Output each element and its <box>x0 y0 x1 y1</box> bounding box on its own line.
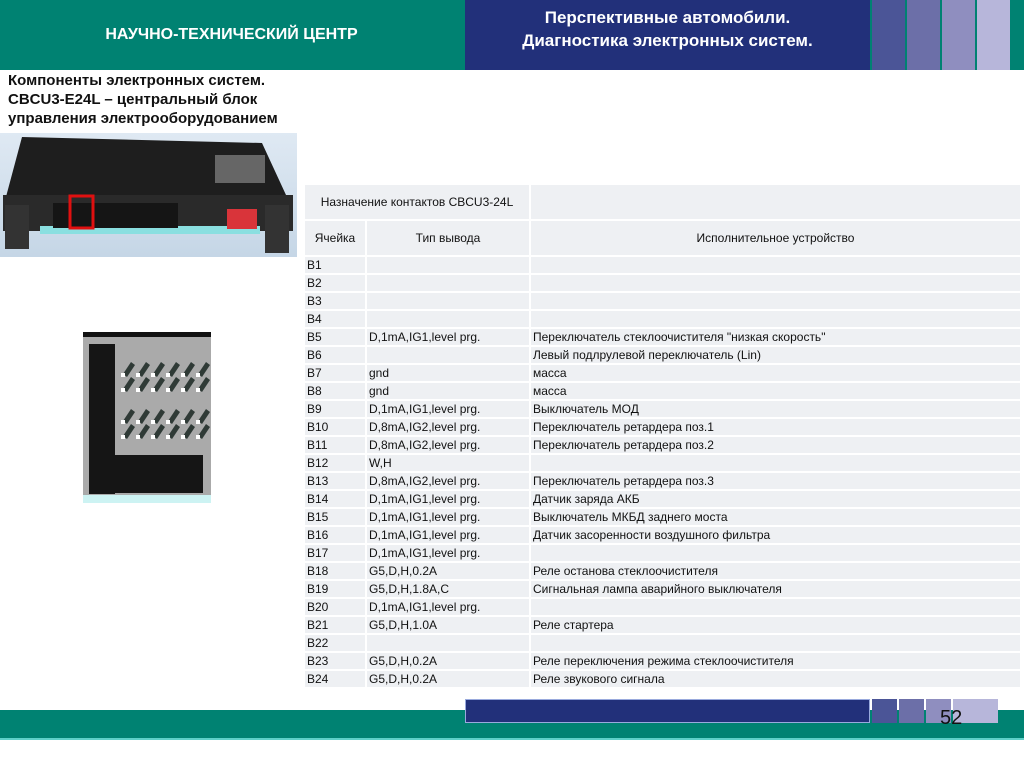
pin-type: D,1mA,IG1,level prg. <box>366 526 530 544</box>
pin-type: D,8mA,IG2,level prg. <box>366 436 530 454</box>
cell-id: B15 <box>304 508 366 526</box>
connector-pin-tip <box>136 420 140 424</box>
pin-type: G5,D,H,1.8A,C <box>366 580 530 598</box>
pin-assignment-table <box>303 183 1022 689</box>
connector-pin-tip <box>181 420 185 424</box>
device <box>530 634 1021 652</box>
table-row <box>304 670 1021 688</box>
device: Выключатель МКБД заднего моста <box>530 508 1021 526</box>
column-header-pin-type: Тип вывода <box>366 220 530 256</box>
connector-pin-tip <box>181 388 185 392</box>
pin-type: G5,D,H,0.2A <box>366 652 530 670</box>
table-row <box>304 544 1021 562</box>
device <box>530 292 1021 310</box>
device <box>530 274 1021 292</box>
cell-id: B8 <box>304 382 366 400</box>
device <box>530 256 1021 274</box>
cell-id: B3 <box>304 292 366 310</box>
connector-pin-tip <box>196 420 200 424</box>
table-row <box>304 328 1021 346</box>
device: Выключатель МОД <box>530 400 1021 418</box>
connector-pin-tip <box>121 435 125 439</box>
device: Левый подлрулевой переключатель (Lin) <box>530 346 1021 364</box>
pin-type: D,8mA,IG2,level prg. <box>366 418 530 436</box>
pin-type: W,H <box>366 454 530 472</box>
connector-pin-tip <box>121 373 125 377</box>
slide-title <box>465 0 870 70</box>
device <box>530 598 1021 616</box>
decor-square <box>942 0 975 70</box>
connector-closeup-image <box>83 332 211 503</box>
connector-pin-tip <box>121 388 125 392</box>
device: Переключатель стеклоочистителя "низкая скорость" <box>530 328 1021 346</box>
cell-id: B11 <box>304 436 366 454</box>
cell-id: B16 <box>304 526 366 544</box>
decor-square <box>899 699 924 723</box>
table-row <box>304 454 1021 472</box>
pin-type <box>366 256 530 274</box>
column-header-cell: Ячейка <box>304 220 366 256</box>
device: Переключатель ретардера поз.3 <box>530 472 1021 490</box>
pin-type: gnd <box>366 364 530 382</box>
pin-type <box>366 292 530 310</box>
connector-pin-tip <box>166 420 170 424</box>
cell-id: B5 <box>304 328 366 346</box>
table-row <box>304 634 1021 652</box>
pin-type <box>366 346 530 364</box>
cell-id: B6 <box>304 346 366 364</box>
pin-type: gnd <box>366 382 530 400</box>
table-row <box>304 652 1021 670</box>
table-row <box>304 382 1021 400</box>
table-row <box>304 274 1021 292</box>
connector-pin-tip <box>166 435 170 439</box>
cell-id: B7 <box>304 364 366 382</box>
table-row <box>304 526 1021 544</box>
subtitle-line: Компоненты электронных систем. <box>8 72 266 89</box>
cell-id: B19 <box>304 580 366 598</box>
device <box>530 310 1021 328</box>
connector-pin-tip <box>166 373 170 377</box>
slide-subtitle <box>8 71 278 128</box>
connector-pin-tip <box>136 388 140 392</box>
control-unit-photo <box>0 133 297 257</box>
table-row <box>304 490 1021 508</box>
device: Реле стартера <box>530 616 1021 634</box>
device: Датчик засоренности воздушного фильтра <box>530 526 1021 544</box>
cell-id: B23 <box>304 652 366 670</box>
pin-type <box>366 274 530 292</box>
connector-pin-tip <box>121 420 125 424</box>
device: Сигнальная лампа аварийного выключателя <box>530 580 1021 598</box>
cell-id: B2 <box>304 274 366 292</box>
pin-type: D,1mA,IG1,level prg. <box>366 400 530 418</box>
pin-type <box>366 310 530 328</box>
pin-type: G5,D,H,0.2A <box>366 562 530 580</box>
connector-pin-tip <box>196 435 200 439</box>
table-row <box>304 364 1021 382</box>
connector-pin-tip <box>151 388 155 392</box>
pin-type: G5,D,H,1.0A <box>366 616 530 634</box>
pin-type <box>366 634 530 652</box>
cell-id: B13 <box>304 472 366 490</box>
subtitle-line: управления электрооборудованием <box>8 110 278 127</box>
connector-pin-tip <box>196 388 200 392</box>
cell-id: B1 <box>304 256 366 274</box>
decor-square <box>977 0 1010 70</box>
footer-bar <box>465 699 870 723</box>
device <box>530 544 1021 562</box>
decor-square <box>872 699 897 723</box>
cell-id: B24 <box>304 670 366 688</box>
cell-id: B4 <box>304 310 366 328</box>
cell-id: B10 <box>304 418 366 436</box>
connector-pin-tip <box>136 435 140 439</box>
table-row <box>304 292 1021 310</box>
table-row <box>304 346 1021 364</box>
table-row <box>304 400 1021 418</box>
decor-square <box>907 0 940 70</box>
table-row <box>304 508 1021 526</box>
cell-id: B18 <box>304 562 366 580</box>
table-row <box>304 256 1021 274</box>
table-caption: Назначение контактов CBCU3-24L <box>304 184 530 220</box>
device: Реле останова стеклоочистителя <box>530 562 1021 580</box>
connector-pin-tip <box>181 435 185 439</box>
device: Переключатель ретардера поз.1 <box>530 418 1021 436</box>
device <box>530 454 1021 472</box>
table-row <box>304 418 1021 436</box>
subtitle-line: CBCU3-E24L – центральный блок <box>8 91 258 108</box>
device: масса <box>530 364 1021 382</box>
table-row <box>304 616 1021 634</box>
cell-id: B9 <box>304 400 366 418</box>
table-row <box>304 562 1021 580</box>
connector-pin-tip <box>196 373 200 377</box>
connector-pin-tip <box>151 435 155 439</box>
device: Датчик заряда АКБ <box>530 490 1021 508</box>
connector-pin-tip <box>151 373 155 377</box>
pin-type: D,1mA,IG1,level prg. <box>366 328 530 346</box>
table-row <box>304 436 1021 454</box>
device: Переключатель ретардера поз.2 <box>530 436 1021 454</box>
organization-name: НАУЧНО-ТЕХНИЧЕСКИЙ ЦЕНТР <box>105 26 358 43</box>
pin-type: D,1mA,IG1,level prg. <box>366 490 530 508</box>
device: Реле переключения режима стеклоочистителя <box>530 652 1021 670</box>
pin-type: D,1mA,IG1,level prg. <box>366 544 530 562</box>
title-line-1: Перспективные автомобили. <box>544 8 791 27</box>
cell-id: B17 <box>304 544 366 562</box>
connector-pin-tip <box>166 388 170 392</box>
decor-square <box>872 0 905 70</box>
title-line-2: Диагностика электронных систем. <box>522 31 813 50</box>
table-row <box>304 598 1021 616</box>
connector-pin-tip <box>151 420 155 424</box>
device: масса <box>530 382 1021 400</box>
cell-id: B22 <box>304 634 366 652</box>
table-row <box>304 472 1021 490</box>
connector-pin-tip <box>136 373 140 377</box>
pin-type: D,1mA,IG1,level prg. <box>366 598 530 616</box>
cell-id: B20 <box>304 598 366 616</box>
table-row <box>304 580 1021 598</box>
pin-type: D,8mA,IG2,level prg. <box>366 472 530 490</box>
column-header-device: Исполнительное устройство <box>530 220 1021 256</box>
table-row <box>304 310 1021 328</box>
cell-id: B12 <box>304 454 366 472</box>
pin-type: G5,D,H,0.2A <box>366 670 530 688</box>
cell-id: B14 <box>304 490 366 508</box>
pin-type: D,1mA,IG1,level prg. <box>366 508 530 526</box>
cell-id: B21 <box>304 616 366 634</box>
connector-pin-tip <box>181 373 185 377</box>
device: Реле звукового сигнала <box>530 670 1021 688</box>
page-number: 52 <box>940 707 963 729</box>
